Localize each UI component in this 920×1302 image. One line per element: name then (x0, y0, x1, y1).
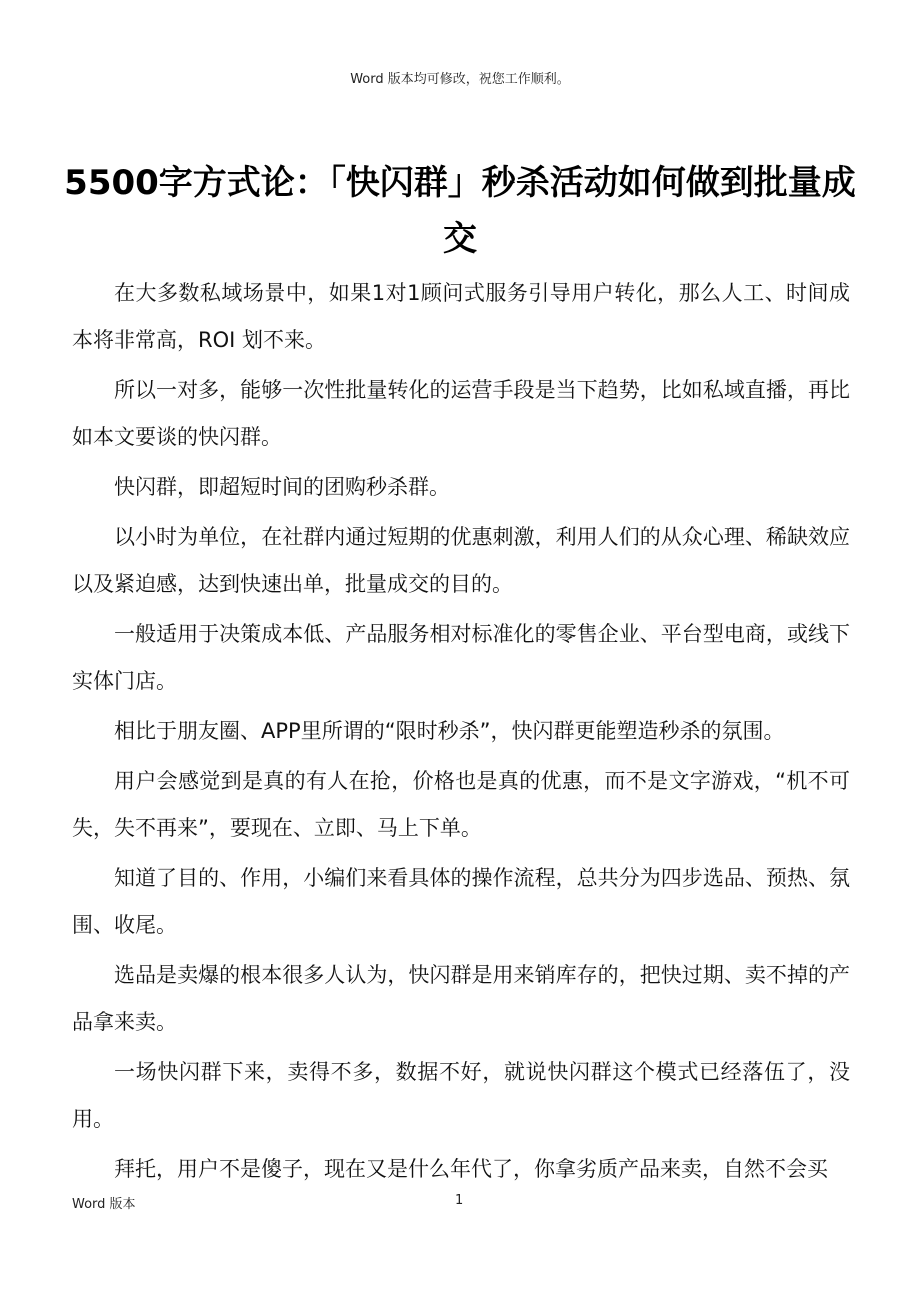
paragraph: 用户会感觉到是真的有人在抢，价格也是真的优惠，而不是文字游戏，“机不可失，失不再来”，要现在、立即、马上下单。 (72, 769, 850, 840)
paragraph: 一场快闪群下来，卖得不多，数据不好，就说快闪群这个模式已经落伍了，没用。 (72, 1060, 850, 1131)
paragraph: 在大多数私域场景中，如果1对1顾问式服务引导用户转化，那么人工、时间成本将非常高，ROI 划不来。 (72, 281, 850, 352)
paragraph: 拜托，用户不是傻子，现在又是什么年代了，你拿劣质产品来卖，自然不会买 (114, 1157, 828, 1181)
page-number: 1 (455, 1193, 464, 1208)
footer-label: Word 版本 (72, 1197, 136, 1212)
document-body (72, 270, 850, 1196)
paragraph: 相比于朋友圈、APP里所谓的“限时秒杀”，快闪群更能塑造秒杀的氛围。 (114, 719, 785, 743)
page-header: Word 版本均可修改，祝您工作顺利。 (350, 72, 570, 87)
paragraph: 所以一对多，能够一次性批量转化的运营手段是当下趋势，比如私域直播，再比如本文要谈的快闪群。 (72, 378, 850, 449)
paragraph: 一般适用于决策成本低、产品服务相对标准化的零售企业、平台型电商，或线下实体门店。 (72, 622, 850, 693)
paragraph: 以小时为单位，在社群内通过短期的优惠刺激，利用人们的从众心理、稀缺效应以及紧迫感，达到快速出单，批量成交的目的。 (72, 525, 850, 596)
paragraph: 知道了目的、作用，小编们来看具体的操作流程，总共分为四步选品、预热、氛围、收尾。 (72, 866, 850, 937)
document-title: 5500字方式论：「快闪群」秒杀活动如何做到批量成交 (64, 162, 856, 259)
paragraph: 快闪群，即超短时间的团购秒杀群。 (114, 475, 450, 499)
paragraph: 选品是卖爆的根本很多人认为，快闪群是用来销库存的，把快过期、卖不掉的产品拿来卖。 (72, 963, 850, 1034)
